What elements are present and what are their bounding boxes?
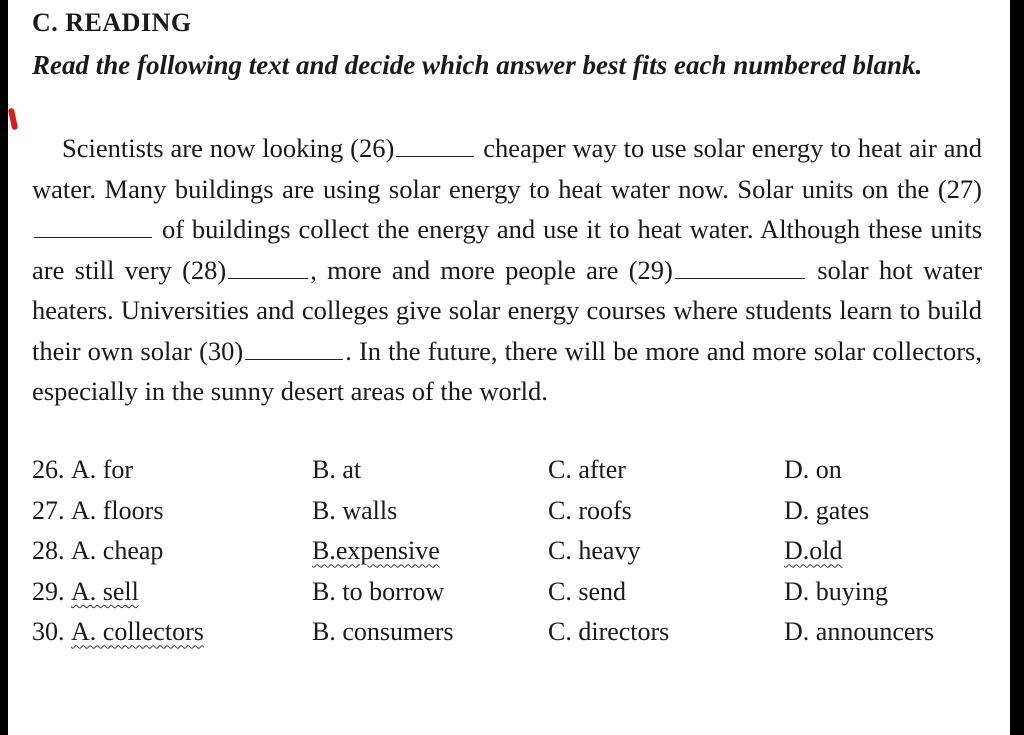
option-b: B. at bbox=[312, 455, 362, 485]
option-c: C. heavy bbox=[548, 536, 641, 566]
reading-passage bbox=[32, 128, 982, 412]
passage-text-3: of buildings collect the energy and use it to heat water. Although these units are still very (28) bbox=[32, 214, 983, 285]
section-title: C. READING bbox=[32, 8, 192, 37]
worksheet-page bbox=[8, 0, 1010, 735]
passage-text-2: cheaper way to use solar energy to heat air and water. Many buildings are using solar energy to heat water now. Solar units on the (27) bbox=[32, 133, 983, 204]
passage-text-4: , more and more people are (29) bbox=[310, 254, 673, 285]
option-b: B.expensive bbox=[312, 536, 440, 566]
blank-29 bbox=[675, 251, 805, 279]
option-b: B. walls bbox=[312, 495, 398, 525]
blank-28 bbox=[228, 251, 308, 279]
option-c: C. roofs bbox=[548, 495, 632, 525]
question-row bbox=[32, 491, 992, 532]
blank-27 bbox=[34, 211, 152, 239]
question-number: 28. bbox=[32, 536, 65, 566]
question-number: 27. bbox=[32, 495, 65, 525]
question-number: 29. bbox=[32, 576, 65, 606]
option-c: C. directors bbox=[548, 617, 670, 647]
question-number: 26. bbox=[32, 455, 65, 485]
blank-30 bbox=[245, 332, 343, 360]
option-c: C. after bbox=[548, 455, 626, 485]
option-b: B. consumers bbox=[312, 617, 454, 647]
instruction-text: Read the following text and decide which answer best fits each numbered blank. bbox=[32, 50, 923, 80]
option-b: B. to borrow bbox=[312, 576, 445, 606]
passage-text-1: Scientists are now looking (26) bbox=[62, 133, 395, 163]
option-a: 26. A. for bbox=[32, 455, 134, 485]
answer-options bbox=[32, 450, 992, 653]
option-d: D. on bbox=[784, 455, 842, 485]
passage-text-6: . In the future, there will be more and more solar collectors, especially in the sunny desert areas of the world. bbox=[32, 335, 982, 406]
question-row bbox=[32, 612, 992, 653]
question-row bbox=[32, 531, 992, 572]
option-d: D. gates bbox=[784, 495, 870, 525]
blank-26 bbox=[396, 130, 474, 158]
option-a: 29. A. sell bbox=[32, 576, 139, 606]
option-d: D.old bbox=[784, 536, 843, 566]
red-pen-mark bbox=[8, 108, 18, 131]
question-row bbox=[32, 450, 992, 491]
option-d: D. announcers bbox=[784, 617, 935, 647]
option-c: C. send bbox=[548, 576, 626, 606]
option-a: 28. A. cheap bbox=[32, 536, 164, 566]
option-a: 30. A. collectors bbox=[32, 617, 204, 647]
option-d: D. buying bbox=[784, 576, 888, 606]
passage-text-5: solar hot water heaters. Universities and colleges give solar energy courses where students learn to build their own solar (30) bbox=[32, 254, 982, 366]
option-a: 27. A. floors bbox=[32, 495, 164, 525]
question-number: 30. bbox=[32, 617, 65, 647]
question-row bbox=[32, 572, 992, 613]
